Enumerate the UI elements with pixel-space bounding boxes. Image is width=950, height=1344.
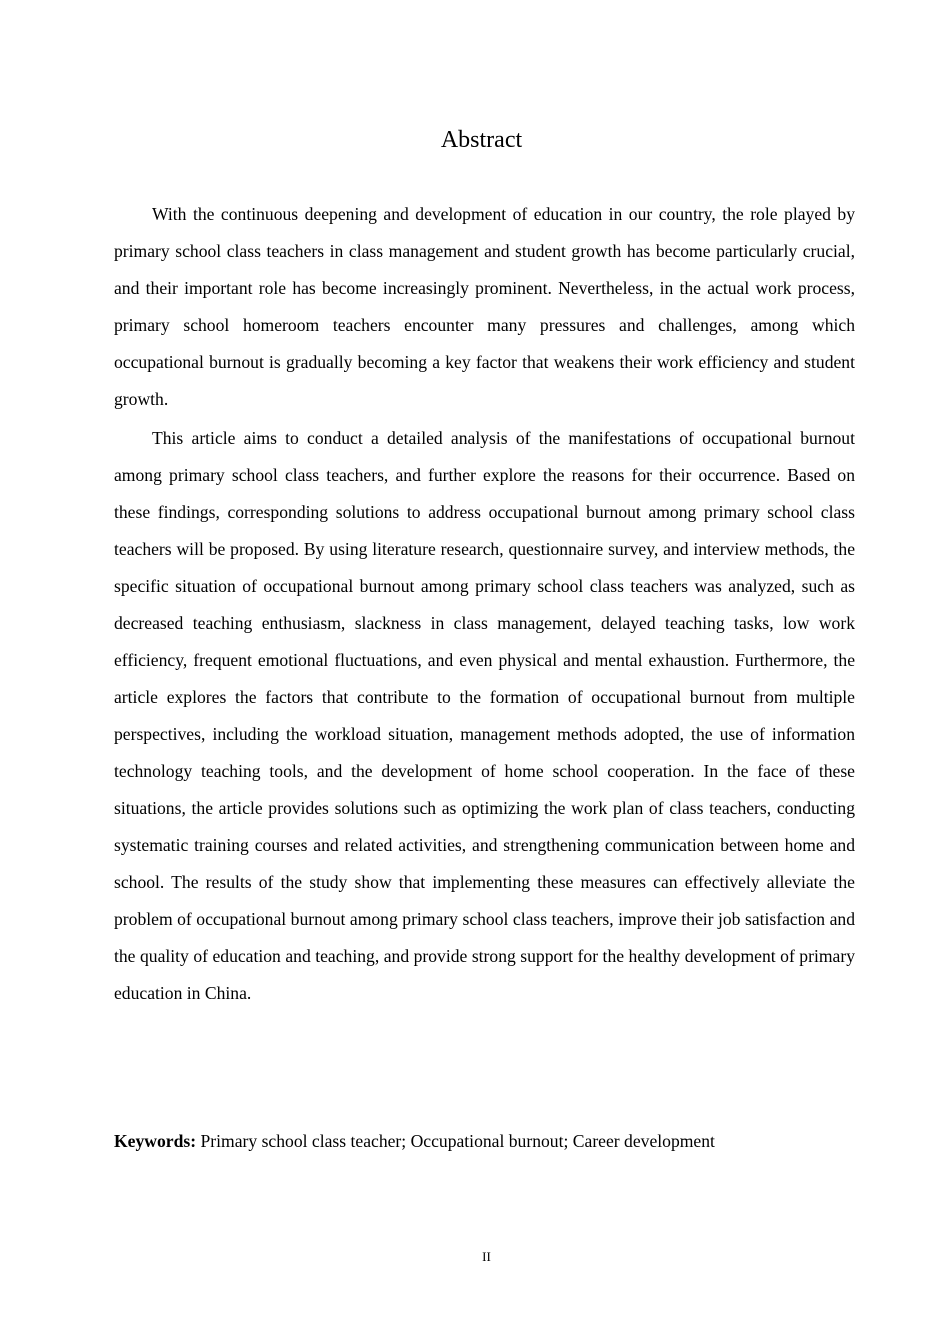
abstract-paragraph-1: With the continuous deepening and development of education in our country, the role played by primary school class teachers in class management and student growth has become particularly crucial, and their important role has become increasingly prominent. Nevertheless, in the actual work process, primary school homeroom teachers encounter many pressures and challenges, among which occupational burnout is gradually becoming a key factor that weakens their work efficiency and student growth. <box>114 204 855 409</box>
keywords-label: Keywords: <box>114 1131 197 1151</box>
abstract-body <box>114 196 855 1012</box>
page-number: II <box>482 1249 491 1264</box>
abstract-title: Abstract <box>440 127 523 153</box>
keywords-line <box>114 1126 855 1156</box>
abstract-paragraph-2: This article aims to conduct a detailed analysis of the manifestations of occupational burnout among primary school class teachers, and further explore the reasons for their occurrence. Based on these findings, corresponding solutions to address occupational burnout among primary school class teachers will be proposed. By using literature research, questionnaire survey, and interview methods, the specific situation of occupational burnout among primary school class teachers was analyzed, such as decreased teaching enthusiasm, slackness in class management, delayed teaching tasks, low work efficiency, frequent emotional fluctuations, and even physical and mental exhaustion. Furthermore, the article explores the factors that contribute to the formation of occupational burnout from multiple perspectives, including the workload situation, management methods adopted, the use of information technology teaching tools, and the development of home school cooperation. In the face of these situations, the article provides solutions such as optimizing the work plan of class teachers, conducting systematic training courses and related activities, and strengthening communication between home and school. The results of the study show that implementing these measures can effectively alleviate the problem of occupational burnout among primary school class teachers, improve their job satisfaction and the quality of education and teaching, and provide strong support for the healthy development of primary education in China. <box>114 428 855 1003</box>
keywords-text: Primary school class teacher; Occupational burnout; Career development <box>196 1131 715 1151</box>
